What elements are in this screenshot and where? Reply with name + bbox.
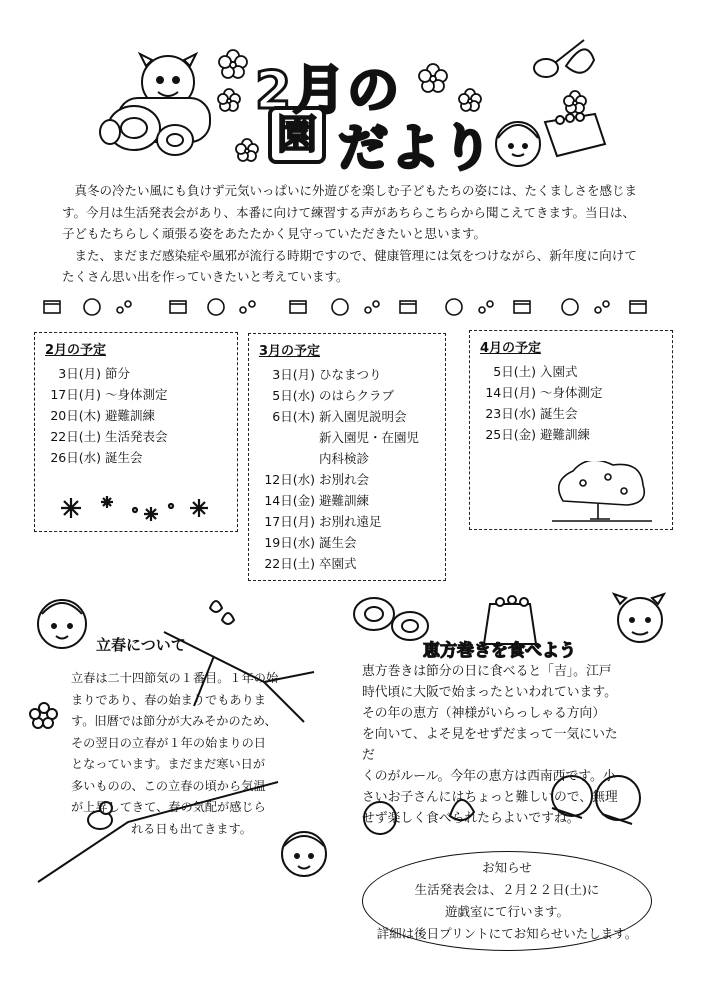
schedule-date: 25日(金) (485, 427, 536, 442)
bean-icon (595, 301, 609, 313)
child-face-icon (282, 832, 326, 876)
risshun-line: が上昇してきて、春の気配が感じら (71, 800, 266, 814)
schedule-box-feb (34, 332, 238, 532)
schedule-event: のはらクラブ (319, 388, 395, 403)
schedule-date: 22日(土) (264, 556, 315, 571)
schedule-event: 新入園児・在園児 (319, 430, 420, 445)
schedule-event: 生活発表会 (105, 429, 168, 444)
masu-box-icon (400, 301, 416, 313)
schedule-event: 節分 (105, 366, 131, 381)
risshun-body (71, 668, 286, 840)
schedule-row (39, 405, 233, 426)
schedule-event: 誕生会 (319, 535, 357, 550)
schedule-event: お別れ遠足 (319, 514, 382, 529)
girl-with-bean-box-icon (496, 113, 605, 166)
schedule-row (39, 363, 233, 384)
bean-icon (240, 301, 255, 313)
schedule-date: 22日(土) (50, 429, 101, 444)
schedule-event: 誕生会 (105, 450, 143, 465)
schedule-row (253, 532, 441, 553)
child-face-icon (208, 299, 224, 315)
schedule-row (253, 406, 441, 427)
ehoumaki-line: 恵方巻きは節分の日に食べると「吉」。江戸 (362, 664, 612, 679)
newsletter-title-en: 園 (268, 106, 326, 164)
ehoumaki-line: その年の恵方（神様がいらっしゃる方向） (362, 706, 606, 721)
schedule-date: 23日(水) (485, 406, 536, 421)
ehoumaki-line: を向いて、よそ見をせずだまって一気にいただ (362, 727, 618, 763)
risshun-line: れる日も出てきます。 (131, 821, 252, 836)
masu-box-icon (514, 301, 530, 313)
notice-box (362, 851, 652, 951)
ehoumaki-title: 恵方巻きを食べよう (423, 641, 576, 661)
schedule-date (253, 427, 319, 448)
schedule-date: 3日(月) (58, 366, 101, 381)
schedule-event: 避難訓練 (540, 427, 591, 442)
schedule-date: 5日(水) (272, 388, 315, 403)
ehoumaki-body (362, 661, 630, 829)
schedule-heading: 4月の予定 (480, 341, 542, 356)
schedule-date: 14日(金) (264, 493, 315, 508)
ehoumaki-line: さいお子さんにはちょっと難しいので、無理 (362, 790, 618, 805)
bean-icon (117, 301, 131, 313)
schedule-date: 26日(水) (50, 450, 101, 465)
intro-text (62, 180, 647, 288)
schedule-event: お別れ会 (319, 472, 370, 487)
schedule-box-mar (248, 333, 446, 581)
child-face-icon (446, 299, 462, 315)
schedule-row (253, 469, 441, 490)
divider-border (0, 292, 707, 322)
risshun-line: その翌日の立春が１年の始まりの日 (71, 735, 266, 750)
intro-paragraph: また、まだまだ感染症や風邪が流行る時期ですので、健康管理には気をつけながら、新年度に向けてたくさん思い出を作っていきたいと考えています。 (62, 247, 637, 285)
newsletter-title-month: 2月の (255, 61, 402, 121)
masu-box-icon (290, 301, 306, 313)
schedule-event: 避難訓練 (105, 408, 156, 423)
schedule-row (39, 426, 233, 447)
intro-paragraph: 真冬の冷たい風にも負けず元気いっぱいに外遊びを楽しむ子どもたちの姿には、たくましさを感じます。今月は生活発表会があり、本番に向けて練習する声があちらこちらから聞こえてきます。当日は、子どもたちらしく頑張る姿をあたたかく見守っていただきたいと思います。 (62, 183, 638, 242)
schedule-date (253, 448, 319, 469)
oni-on-log-icon (100, 54, 210, 155)
ehoumaki-line: くのがルール。今年の恵方は西南西です。小 (362, 769, 616, 784)
schedule-row (253, 511, 441, 532)
oni-face-icon (614, 594, 664, 642)
schedule-event: ～身体測定 (540, 385, 603, 400)
schedule-event: 新入園児説明会 (319, 409, 407, 424)
schedule-event: 避難訓練 (319, 493, 370, 508)
risshun-line: 多いものの、この立春の頃から気温 (71, 778, 266, 793)
cherry-tree-icon (548, 461, 658, 526)
schedule-row (39, 447, 233, 468)
newsletter-title-dayori: だより (338, 119, 494, 177)
schedule-row (253, 385, 441, 406)
schedule-date: 14日(月) (485, 385, 536, 400)
schedule-event: 入園式 (540, 364, 578, 379)
notice-line: 詳細は後日プリントにてお知らせいたします。 (376, 926, 638, 941)
schedule-date: 12日(水) (264, 472, 315, 487)
schedule-heading: 2月の予定 (45, 343, 107, 358)
ehoumaki-line: 時代頃に大阪で始まったといわれています。 (362, 685, 617, 700)
schedule-row (253, 364, 441, 385)
risshun-line: す。旧暦では節分が大みそかのため、 (71, 714, 277, 728)
masu-box-icon (170, 301, 186, 313)
schedule-date: 20日(木) (50, 408, 101, 423)
child-face-icon (332, 299, 348, 315)
bean-icon (479, 301, 493, 313)
schedule-row (253, 490, 441, 511)
masu-box-icon (44, 301, 60, 313)
schedule-event: 内科検診 (319, 451, 370, 466)
schedule-event: 誕生会 (540, 406, 578, 421)
ehoumaki-line: せず楽しく食べられたらよいですね。 (362, 811, 580, 826)
snowflakes-icon (39, 488, 219, 528)
schedule-date: 3日(月) (272, 367, 315, 382)
schedule-row (253, 448, 441, 469)
schedule-date: 6日(木) (272, 409, 315, 424)
child-face-icon (562, 299, 578, 315)
schedule-date: 19日(水) (264, 535, 315, 550)
schedule-event: ～身体測定 (105, 387, 168, 402)
schedule-row (474, 403, 668, 424)
masu-box-icon (630, 301, 646, 313)
plum-flower-icon (30, 703, 57, 728)
risshun-title: 立春について (96, 636, 186, 654)
schedule-row (253, 427, 441, 448)
risshun-line: まりであり、春の始まりでもありま (71, 692, 266, 707)
leaf-and-spoon-icon (534, 40, 594, 77)
schedule-box-apr (469, 330, 673, 530)
schedule-event: 卒園式 (319, 556, 357, 571)
bud-icon (210, 601, 234, 624)
schedule-row (474, 424, 668, 445)
schedule-date: 5日(土) (493, 364, 536, 379)
schedule-row (474, 382, 668, 403)
risshun-line: 立春は二十四節気の１番目。１年の始 (71, 671, 279, 685)
notice-line: 生活発表会は、２月２２日(土)に (414, 882, 600, 897)
schedule-row (253, 553, 441, 574)
child-face-icon (38, 600, 86, 648)
schedule-event: ひなまつり (319, 367, 382, 382)
child-face-icon (84, 299, 100, 315)
schedule-heading: 3月の予定 (259, 344, 321, 359)
notice-heading: お知らせ (482, 860, 532, 875)
ehoumaki-roll-icon (354, 598, 428, 640)
schedule-date: 17日(月) (50, 387, 101, 402)
notice-line: 遊戯室にて行います。 (444, 904, 569, 919)
schedule-date: 17日(月) (264, 514, 315, 529)
schedule-row (39, 384, 233, 405)
bean-icon (365, 301, 379, 313)
schedule-row (474, 361, 668, 382)
risshun-line: となっています。まだまだ寒い日が (71, 757, 266, 771)
